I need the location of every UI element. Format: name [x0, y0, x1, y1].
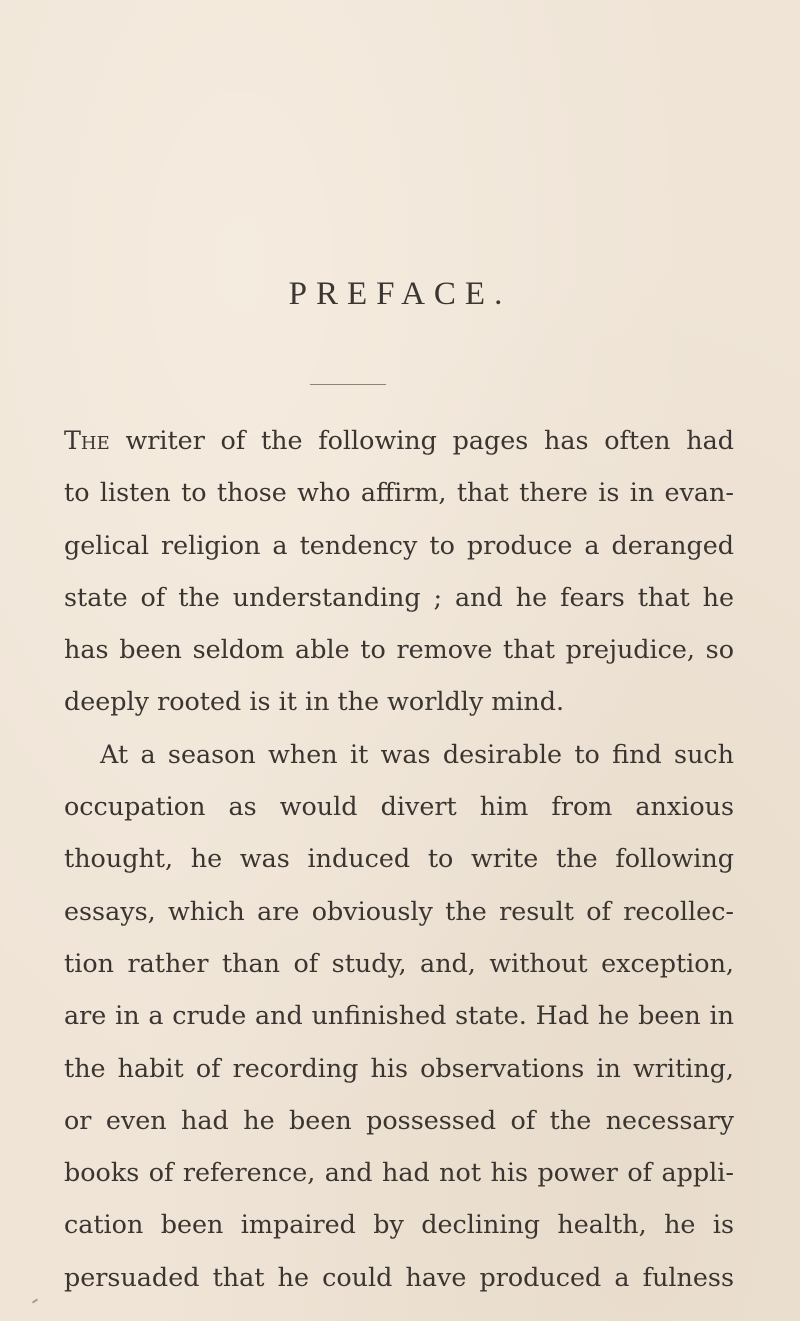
text-line: the habit of recording his observations in writing,	[64, 1052, 734, 1083]
text-line: to listen to those who affirm, that there is in evan-	[64, 477, 734, 508]
page-title: PREFACE.	[288, 276, 512, 312]
text-line: books of reference, and had not his power of appli-	[64, 1157, 734, 1188]
text-line: state of the understanding ; and he fears that he	[64, 581, 734, 612]
text-line: essays, which are obviously the result of recollec-	[64, 895, 734, 926]
text-line: The writer of the following pages has often had	[64, 425, 734, 455]
text-line: thought, he was induced to write the following	[64, 843, 734, 874]
drop-word: The	[64, 425, 110, 455]
text-line: occupation as would divert him from anxious	[64, 791, 734, 822]
text-line: tion rather than of study, and, without exception,	[64, 947, 734, 978]
preface-text	[64, 414, 734, 1303]
text-line: At a season when it was desirable to find such	[100, 738, 734, 769]
text-line: persuaded that he could have produced a fulness	[64, 1261, 734, 1292]
text-line: has been seldom able to remove that prejudice, so	[64, 634, 734, 665]
text-line: gelical religion a tendency to produce a deranged	[64, 529, 734, 560]
text-line: or even had he been possessed of the necessary	[64, 1104, 734, 1135]
text-line: cation been impaired by declining health, he is	[64, 1209, 734, 1240]
title-rule	[310, 384, 386, 385]
text-line: deeply rooted is it in the worldly mind.	[64, 686, 565, 717]
paper-speck	[32, 1298, 38, 1303]
text-line: are in a crude and unfinished state. Had he been in	[64, 1000, 734, 1031]
